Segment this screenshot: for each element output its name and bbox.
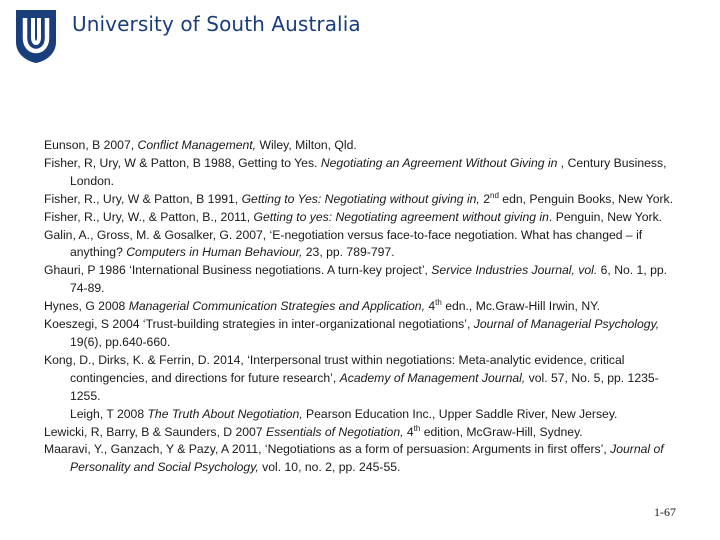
- university-name: University of South Australia: [72, 12, 361, 36]
- reference-item: Galin, A., Gross, M. & Gosalker, G. 2007, ‘E-negotiation versus face-to-face negotiation. What has changed – if anything? Computers in Human Behaviour, 23, pp. 789-797.: [44, 227, 643, 260]
- reference-item: Eunson, B 2007, Conflict Management, Wiley, Milton, Qld.: [44, 138, 357, 152]
- university-logo-icon: [14, 8, 58, 64]
- page-number: 1-67: [654, 505, 676, 519]
- reference-item: Koeszegi, S 2004 ‘Trust-building strategies in inter-organizational negotiations’, Journal of Managerial Psychology, 19(6), pp.640-660.: [44, 317, 660, 349]
- reference-item: Lewicki, R, Barry, B & Saunders, D 2007 Essentials of Negotiation, 4th edition, McGraw-Hill, Sydney.: [44, 423, 583, 439]
- reference-item: Fisher, R., Ury, W., & Patton, B., 2011, Getting to yes: Negotiating agreement without giving in. Penguin, New York.: [44, 209, 663, 224]
- reference-item: Ghauri, P 1986 ‘International Business negotiations. A turn-key project’, Service Industries Journal, vol. 6, No. 1, pp. 74-89.: [44, 263, 668, 296]
- reference-item: Kong, D., Dirks, K. & Ferrin, D. 2014, ‘Interpersonal trust within negotiations: Meta-analytic evidence, critical contingencies, and directions for future research’, Academy of Management Journal, vol. 57, No. 5, pp. 1235-1255.: [44, 352, 659, 403]
- reference-item: Fisher, R., Ury, W & Patton, B 1991, Getting to Yes: Negotiating without giving in, 2nd edn, Penguin Books, New York.: [44, 190, 674, 206]
- reference-item: Leigh, T 2008 The Truth About Negotiation, Pearson Education Inc., Upper Saddle River, New Jersey.: [70, 406, 618, 421]
- reference-list: [44, 137, 684, 477]
- reference-item: Maaravi, Y., Ganzach, Y & Pazy, A 2011, ‘Negotiations as a form of persuasion: Arguments in first offers’, Journal of Personality and Social Psychology, vol. 10, no. 2, pp. 245-55.: [44, 442, 664, 475]
- reference-item: Fisher, R, Ury, W & Patton, B 1988, Getting to Yes. Negotiating an Agreement Without Giving in , Century Business, London.: [44, 155, 667, 188]
- reference-item: Hynes, G 2008 Managerial Communication Strategies and Application, 4th edn., Mc.Graw-Hill Irwin, NY.: [44, 298, 601, 314]
